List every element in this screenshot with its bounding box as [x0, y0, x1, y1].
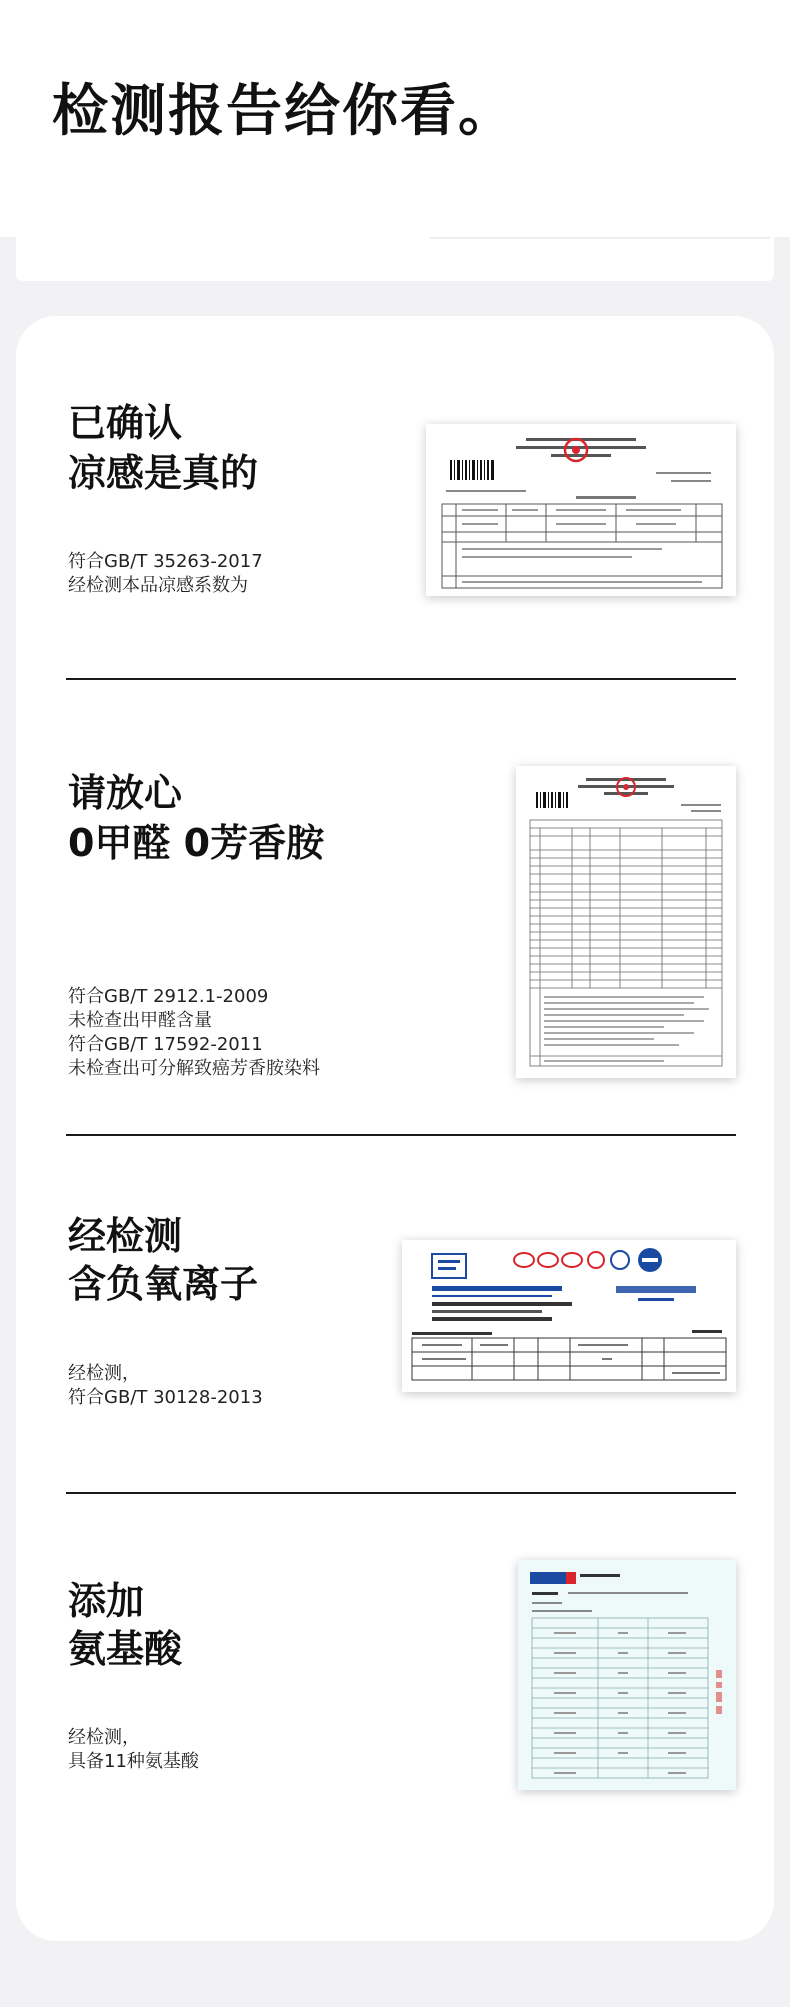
header-area	[0, 0, 790, 237]
section-title-line1: 经检测	[68, 1214, 183, 1258]
section-desc-line: 符合GB/T 30128-2013	[68, 1387, 263, 1408]
section-desc-line: 具备11种氨基酸	[68, 1751, 199, 1772]
page-title: 检测报告给你看。	[52, 79, 516, 144]
section-desc-line: 符合GB/T 17592-2011	[68, 1034, 263, 1055]
section-title-line2: 凉感是真的	[68, 451, 259, 495]
section-desc-line: 未检查出甲醛含量	[68, 1010, 212, 1031]
cooling-test-report-icon	[426, 424, 736, 596]
section-title-line2: 氨基酸	[68, 1627, 183, 1671]
top-card-bottom	[16, 237, 774, 281]
section-title-line1: 已确认	[68, 401, 183, 445]
formaldehyde-test-report-icon	[516, 766, 736, 1078]
section-desc-line: 未检查出可分解致癌芳香胺染料	[68, 1058, 320, 1079]
section-divider	[66, 1134, 736, 1136]
anion-test-report-icon	[402, 1240, 736, 1392]
section-title-line2: 0甲醛 0芳香胺	[68, 821, 325, 865]
section-divider	[66, 1492, 736, 1494]
amino-acid-test-report-icon	[518, 1560, 736, 1790]
section-desc-line: 经检测，	[68, 1727, 140, 1748]
section-title-line1: 请放心	[68, 771, 183, 815]
top-card-divider	[430, 237, 770, 239]
section-desc-line: 符合GB/T 2912.1-2009	[68, 986, 269, 1007]
section-title-line2: 含负氧离子	[68, 1262, 259, 1306]
reports-card	[16, 316, 774, 1941]
section-desc-line: 经检测，	[68, 1363, 140, 1384]
section-desc-line: 符合GB/T 35263-2017	[68, 551, 263, 572]
section-divider	[66, 678, 736, 680]
section-title-line1: 添加	[68, 1579, 145, 1623]
section-desc-line: 经检测本品凉感系数为	[68, 575, 248, 596]
